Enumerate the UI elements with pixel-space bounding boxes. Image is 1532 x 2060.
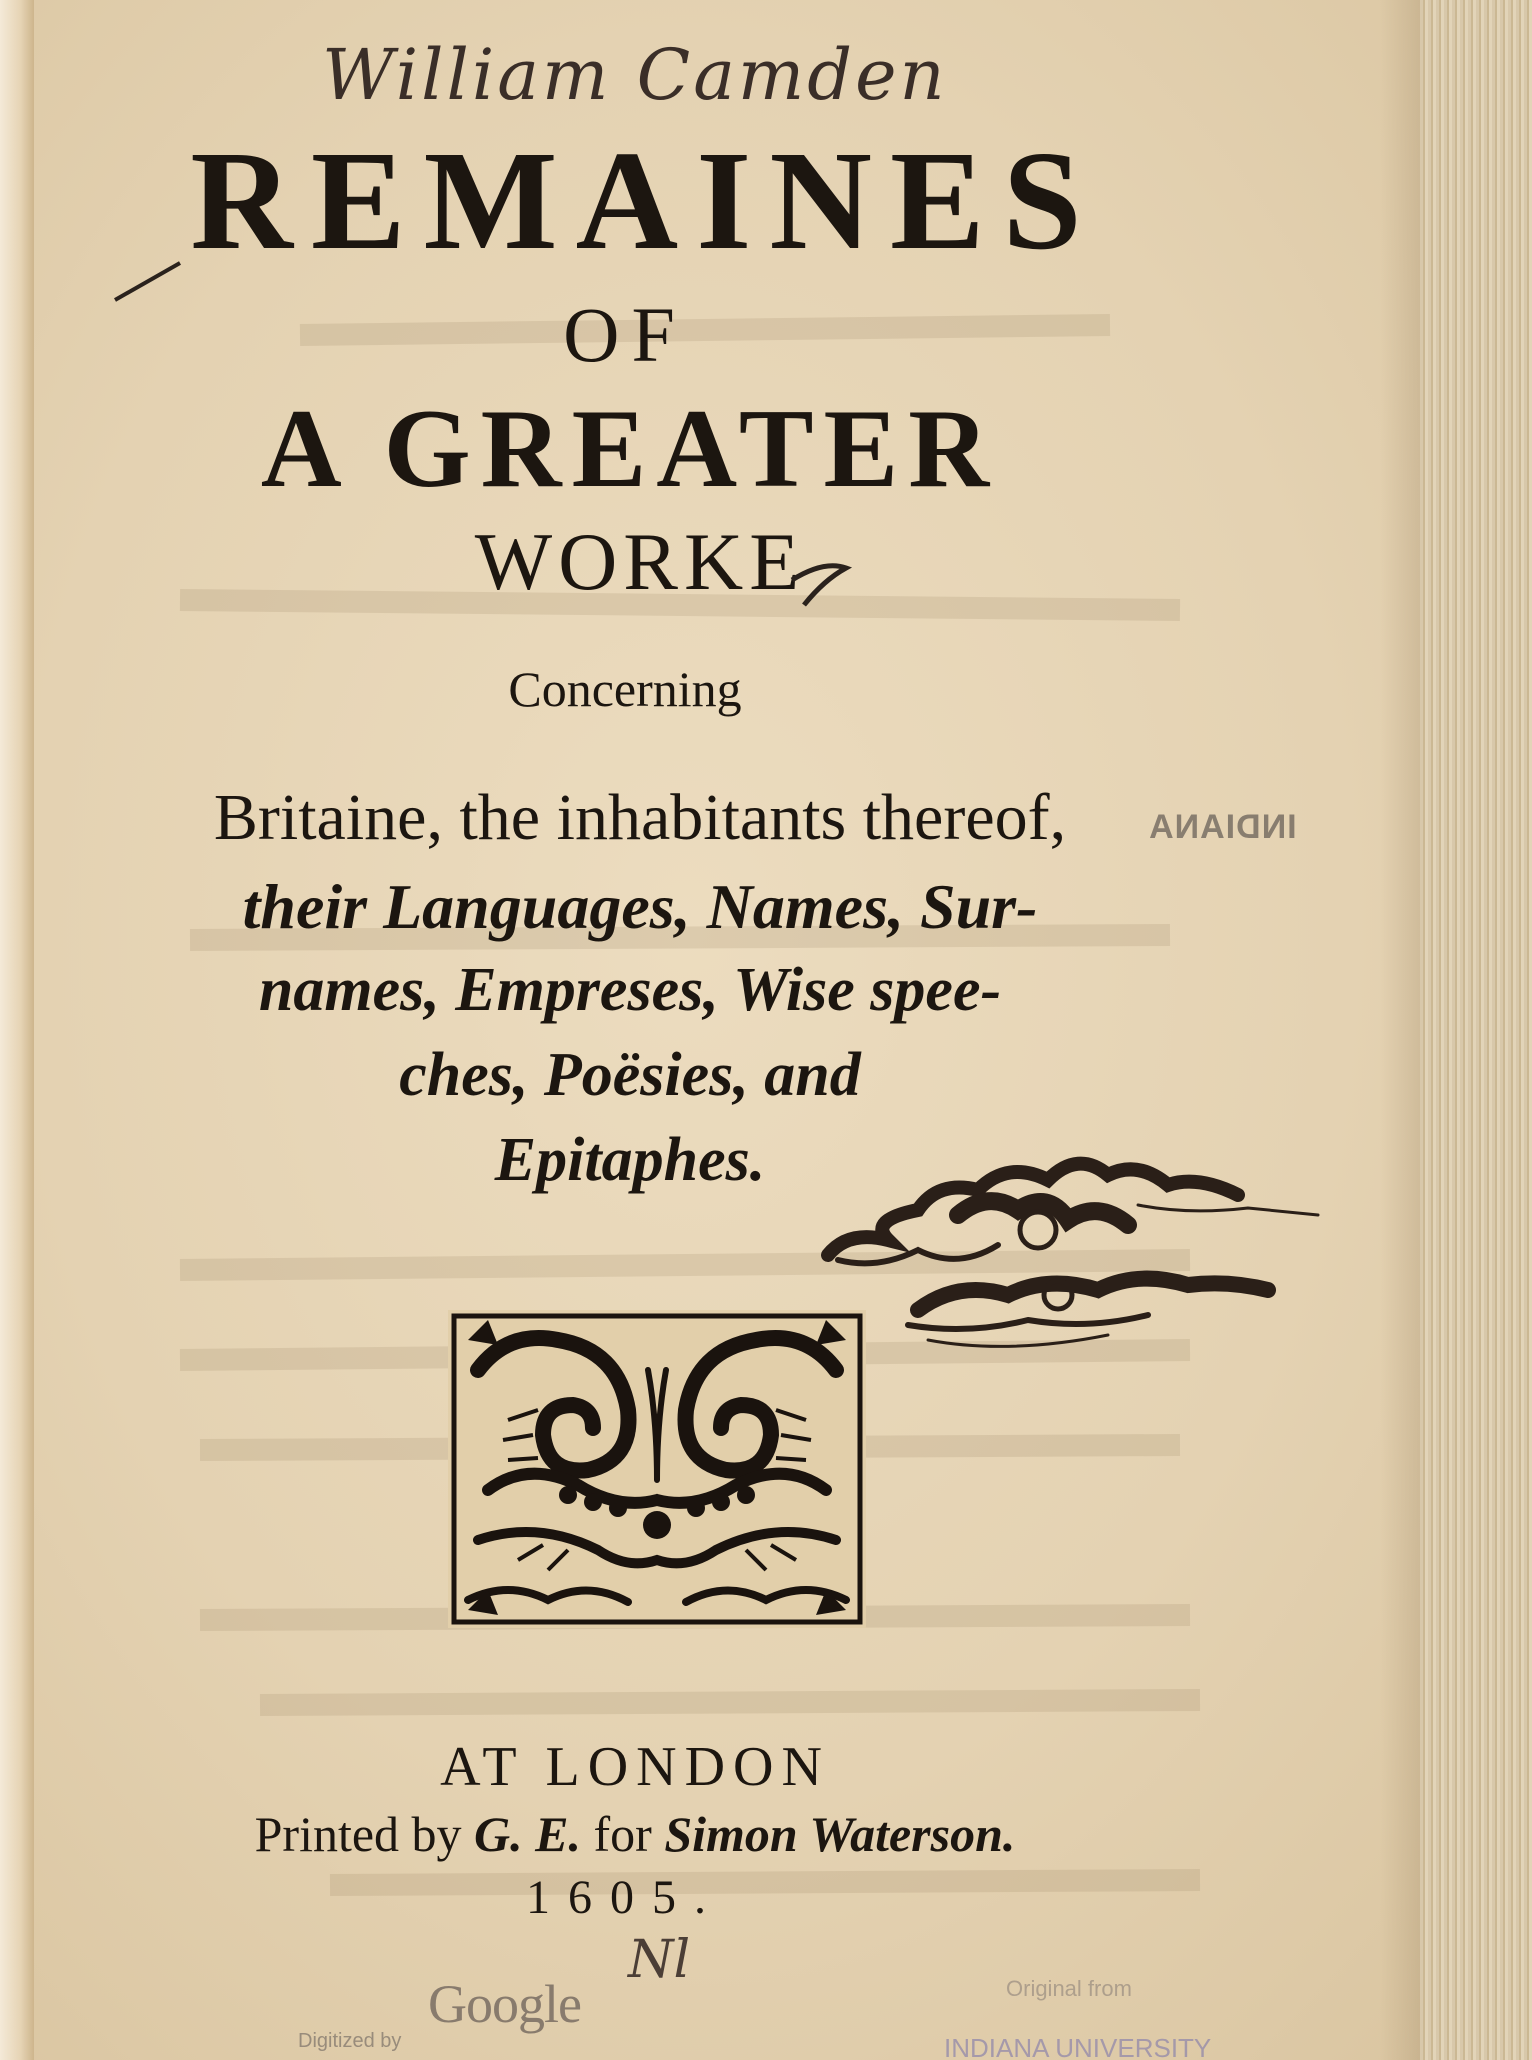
reversed-library-stamp: INDIANA (1148, 808, 1297, 846)
handwritten-shelf-mark: Nl (628, 1930, 691, 1990)
digitized-by-label: Digitized by (298, 2030, 402, 2052)
subtitle-line-5: Epitaphes. (494, 1126, 766, 1194)
concerning-label: Concerning (508, 661, 742, 717)
title-line-4: WORKE (474, 516, 806, 607)
subtitle-line-1: Britaine, the inhabitants thereof, (213, 781, 1067, 854)
imprint-place: AT LONDON (440, 1736, 830, 1798)
subtitle-line-4: ches, Poësies, and (399, 1041, 861, 1109)
title-line-3: A GREATER (260, 387, 1000, 511)
title-line-1: REMAINES (190, 121, 1100, 279)
title-line-2: OF (563, 291, 687, 378)
google-logo: Google (428, 1974, 581, 2034)
for-word: for (593, 1806, 652, 1862)
bookseller-name: Simon Waterson. (664, 1806, 1016, 1862)
page-edge-shadow (1380, 0, 1420, 2060)
handwritten-author-name: William Camden (322, 34, 948, 116)
subtitle-line-3: names, Empreses, Wise spee- (258, 956, 1002, 1024)
printers-ornament (448, 1310, 866, 1628)
institution-label: INDIANA UNIVERSITY (944, 2033, 1212, 2060)
printer-initials: G. E. (474, 1806, 582, 1862)
imprint-year: 1605. (526, 1871, 724, 1924)
handwritten-scribble (808, 1120, 1328, 1360)
printed-by-prefix: Printed by (254, 1806, 462, 1862)
subtitle-line-2: their Languages, Names, Sur- (242, 871, 1038, 942)
imprint-printer-line (0, 1805, 1270, 1863)
original-from-label: Original from (1006, 1976, 1132, 2001)
pen-comma-mark (784, 550, 854, 610)
fore-edge-pages (1420, 0, 1532, 2060)
